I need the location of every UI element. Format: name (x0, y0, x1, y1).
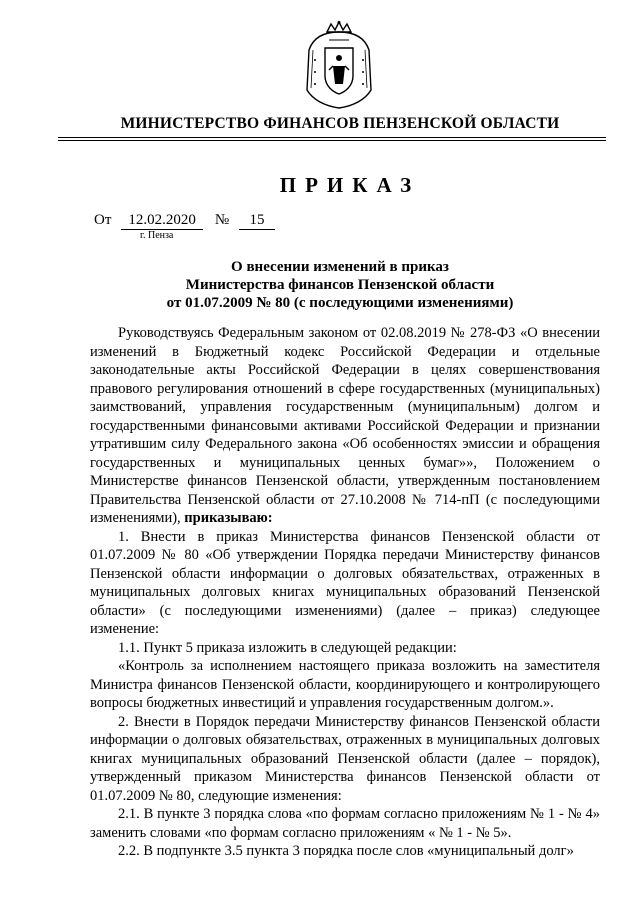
clause-2-2: 2.2. В подпункте 3.5 пункта 3 порядка после слов «муниципальный долг» (118, 843, 574, 859)
preamble-text: Руководствуясь Федеральным законом от 02.08.2019 № 278-ФЗ «О внесении изменений в Бюджетный кодекс Российской Федерации и отдельные законодательные акты Российской Федерации в целях совершенствования правового регулирования отношений в сфере государственных (муниципальных) заимствований, управления государственным (муниципальным) долгом и государственными финансовыми активами Российской Федерации и признании утратившим силу Федерального закона «Об особенностях эмиссии и обращения государственных и муниципальных ценных бумаг»», Положением о Министерстве финансов Пензенской области, утвержденным постановлением Правительства Пензенской области от 27.10.2008 № 714-пП (с последующими изменениями), (90, 325, 600, 526)
subject-line-3: от 01.07.2009 № 80 (с последующими изменениями) (166, 295, 514, 311)
coat-of-arms-emblem (303, 20, 375, 110)
clause-2: 2. Внести в Порядок передачи Министерству финансов Пензенской области информации о долговых обязательствах, отраженных в муниципальных долговых книгах муниципальных образований Пензенской области (далее – порядок), утвержденный приказом Министерства финансов Пензенской области от 01.07.2009 № 80, следующие изменения: (90, 713, 600, 804)
clause-2-1: 2.1. В пункте 3 порядка слова «по формам согласно приложениям № 1 - № 4» заменить словами «по формам согласно приложениям « № 1 - № 5». (90, 806, 600, 841)
clause-1: 1. Внести в приказ Министерства финансов Пензенской области от 01.07.2009 № 80 «Об утверждении Порядка передачи Министерству финансов Пензенской области информации о долговых обязательствах, отраженных в муниципальных долговых книгах муниципальных образований Пензенской области» (с последующими изменениями) (далее – приказ) следующее изменение: (90, 528, 600, 637)
from-label: От (94, 212, 112, 228)
order-date: 12.02.2020 (121, 212, 203, 230)
clause-1-1: 1.1. Пункт 5 приказа изложить в следующей редакции: (118, 639, 457, 656)
preamble-paragraph (90, 324, 600, 528)
document-type-title: ПРИКАЗ (279, 173, 421, 197)
header-rule-bottom (58, 140, 606, 141)
city-label: г. Пенза (140, 230, 174, 241)
ministry-name: МИНИСТЕРСТВО ФИНАНСОВ ПЕНЗЕНСКОЙ ОБЛАСТИ (120, 115, 560, 132)
subject-line-2: Министерства финансов Пензенской области (185, 277, 495, 293)
order-body (90, 324, 600, 861)
number-label: № (214, 212, 230, 228)
order-date-line (94, 212, 275, 230)
clause-1-1-quote: «Контроль за исполнением настоящего приказа возложить на заместителя Министра финансов Пензенской области, координирующего и контролирующего вопросы бюджетных инвестиций и управления государственным долгом.». (90, 658, 600, 711)
order-subject (60, 258, 620, 312)
order-number: 15 (239, 212, 275, 230)
order-directive: приказываю: (184, 510, 273, 526)
subject-line-1: О внесении изменений в приказ (231, 259, 449, 275)
header-rule-top (58, 137, 606, 138)
